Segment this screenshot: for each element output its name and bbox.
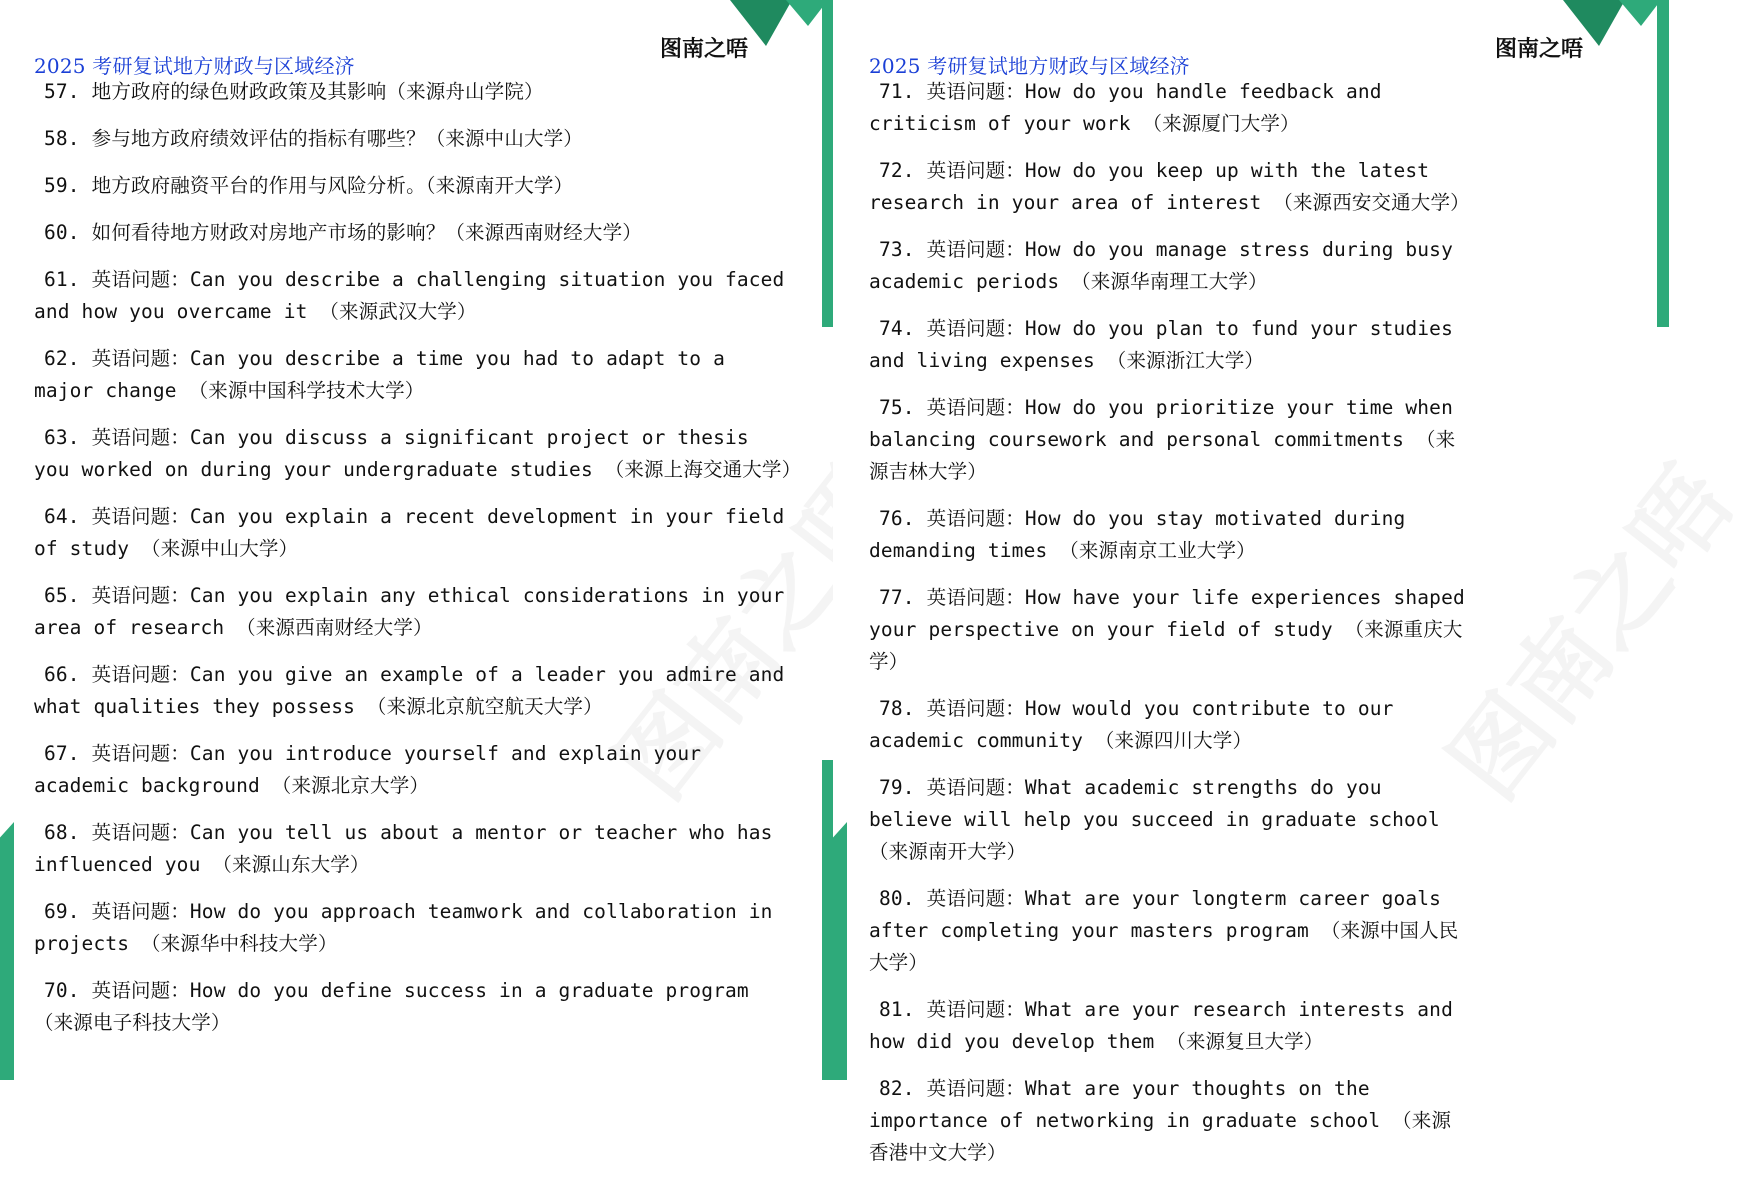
question-text: 英语问题：How would you contribute to our academic community （来源四川大学）: [869, 697, 1394, 752]
question-text: 英语问题：How do you keep up with the latest research in your area of interest （来源西安交通大学）: [869, 159, 1470, 214]
question-item: [34, 580, 796, 644]
question-text: 英语问题：How do you define success in a graduate program （来源电子科技大学）: [34, 979, 749, 1034]
question-number: 64.: [44, 505, 80, 528]
question-item: [34, 501, 796, 565]
question-text: 英语问题：How do you prioritize your time when balancing coursework and personal commitments （来源吉林大学）: [869, 396, 1456, 483]
question-item: [34, 738, 796, 802]
question-number: 63.: [44, 426, 80, 449]
question-text: 英语问题：Can you introduce yourself and explain your academic background （来源北京大学）: [34, 742, 702, 797]
question-number: 72.: [879, 159, 915, 182]
question-item: [869, 155, 1469, 219]
question-number: 71.: [879, 80, 915, 103]
question-text: 英语问题：What are your longterm career goals after completing your masters program （来源中国人民大学）: [869, 887, 1459, 974]
question-text: 英语问题：How do you approach teamwork and collaboration in projects （来源华中科技大学）: [34, 900, 773, 955]
question-number: 82.: [879, 1077, 915, 1100]
question-number: 59.: [44, 174, 80, 197]
question-item: [869, 582, 1469, 678]
question-text: 地方政府的绿色财政政策及其影响（来源舟山学院）: [91, 80, 544, 103]
question-item: [869, 234, 1469, 298]
question-item: [34, 422, 802, 486]
question-item: [869, 883, 1469, 979]
header-title: 2025 考研复试地方财政与区域经济: [869, 54, 1190, 78]
question-list-left: [34, 76, 802, 1054]
question-text: 英语问题：Can you explain any ethical considerations in your area of research （来源西南财经大学）: [34, 584, 785, 639]
question-text: 英语问题：Can you describe a time you had to adapt to a major change （来源中国科学技术大学）: [34, 347, 725, 402]
question-item: [869, 76, 1469, 140]
question-number: 70.: [44, 979, 80, 1002]
question-number: 57.: [44, 80, 80, 103]
question-item: [869, 693, 1469, 757]
left-page: [0, 0, 833, 1080]
question-text: 如何看待地方财政对房地产市场的影响？（来源西南财经大学）: [91, 221, 642, 244]
question-number: 66.: [44, 663, 80, 686]
question-item: [34, 975, 796, 1039]
header-title: 2025 考研复试地方财政与区域经济: [34, 54, 355, 78]
question-number: 81.: [879, 998, 915, 1021]
question-text: 英语问题：How do you plan to fund your studies and living expenses （来源浙江大学）: [869, 317, 1453, 372]
question-number: 80.: [879, 887, 915, 910]
question-text: 英语问题：Can you describe a challenging situation you faced and how you overcame it （来源武汉大学）: [34, 268, 785, 323]
question-number: 58.: [44, 127, 80, 150]
question-number: 61.: [44, 268, 80, 291]
question-item: [869, 503, 1469, 567]
question-list-right: [869, 76, 1469, 1184]
question-number: 73.: [879, 238, 915, 261]
question-text: 英语问题：What are your research interests and how did you develop them （来源复旦大学）: [869, 998, 1453, 1053]
right-page-accent-bar-left-bottom: [833, 822, 847, 1080]
left-page-accent-bar-left-bottom: [0, 822, 14, 1080]
question-text: 英语问题：What are your thoughts on the importance of networking in graduate school （来源香港中文大学）: [869, 1077, 1452, 1164]
question-number: 76.: [879, 507, 915, 530]
brand-logo-text: 图南之唔: [1495, 37, 1584, 62]
question-text: 英语问题：Can you give an example of a leader you admire and what qualities they possess （来源北京航空航天大学）: [34, 663, 785, 718]
question-text: 英语问题：How do you manage stress during busy academic periods （来源华南理工大学）: [869, 238, 1453, 293]
question-text: 英语问题：What academic strengths do you believe will help you succeed in graduate school （来源南开大学）: [869, 776, 1440, 863]
question-number: 77.: [879, 586, 915, 609]
question-text: 英语问题：Can you explain a recent development in your field of study （来源中山大学）: [34, 505, 785, 560]
question-number: 60.: [44, 221, 80, 244]
question-item: [34, 659, 796, 723]
question-text: 英语问题：How do you stay motivated during demanding times （来源南京工业大学）: [869, 507, 1406, 562]
question-number: 67.: [44, 742, 80, 765]
question-item: [34, 896, 796, 960]
question-item: [34, 170, 796, 202]
question-number: 74.: [879, 317, 915, 340]
question-number: 75.: [879, 396, 915, 419]
question-item: [34, 217, 796, 249]
question-text: 英语问题：How have your life experiences shaped your perspective on your field of study （来源重庆大学）: [869, 586, 1465, 673]
question-text: 英语问题：Can you tell us about a mentor or teacher who has influenced you （来源山东大学）: [34, 821, 773, 876]
brand-logo-text: 图南之唔: [660, 37, 749, 62]
question-item: [34, 264, 796, 328]
question-item: [869, 994, 1469, 1058]
question-number: 68.: [44, 821, 80, 844]
right-page: [833, 0, 1669, 1164]
question-item: [869, 313, 1469, 377]
question-number: 79.: [879, 776, 915, 799]
question-text: 参与地方政府绩效评估的指标有哪些？（来源中山大学）: [91, 127, 583, 150]
question-item: [34, 123, 796, 155]
left-page-accent-bar-right-bottom: [822, 760, 833, 1080]
question-number: 62.: [44, 347, 80, 370]
question-item: [34, 343, 796, 407]
question-number: 65.: [44, 584, 80, 607]
question-item: [869, 392, 1469, 488]
question-number: 78.: [879, 697, 915, 720]
question-item: [869, 772, 1469, 868]
question-item: [34, 76, 796, 108]
question-text: 英语问题：Can you discuss a significant project or thesis you worked on during your undergraduate studies （来源上海交通大学）: [34, 426, 802, 481]
question-item: [34, 817, 796, 881]
question-item: [869, 1073, 1469, 1169]
question-text: 英语问题：How do you handle feedback and criticism of your work （来源厦门大学）: [869, 80, 1382, 135]
question-text: 地方政府融资平台的作用与风险分析。（来源南开大学）: [91, 174, 574, 197]
question-number: 69.: [44, 900, 80, 923]
